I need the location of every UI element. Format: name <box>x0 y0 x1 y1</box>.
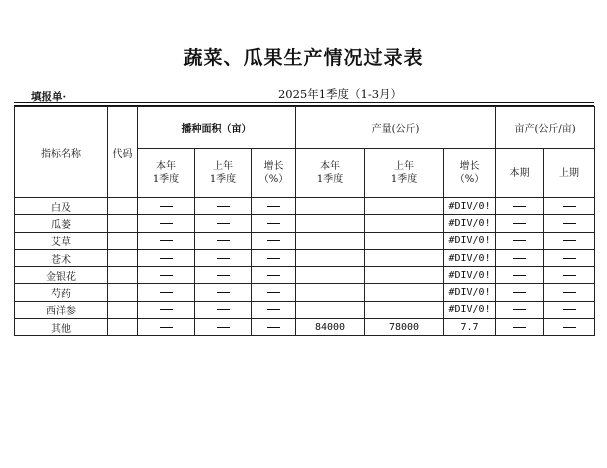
dash-mark <box>563 275 576 276</box>
cell-area-current <box>138 232 195 249</box>
col-yield-current: 本期 <box>496 149 544 198</box>
table-row <box>15 232 595 249</box>
cell-output-growth: #DIV/0! <box>444 249 496 266</box>
cell-yield-current <box>496 215 544 232</box>
cell-output-current <box>296 232 365 249</box>
cell-output-growth: #DIV/0! <box>444 232 496 249</box>
cell-code <box>108 301 138 318</box>
cell-area-growth <box>252 232 296 249</box>
table-row <box>15 249 595 266</box>
dash-mark <box>267 223 280 224</box>
cell-output-growth: #DIV/0! <box>444 267 496 284</box>
cell-area-last <box>195 232 252 249</box>
cell-output-last <box>365 301 444 318</box>
dash-mark <box>267 206 280 207</box>
dash-mark <box>217 240 230 241</box>
col-output-last: 上年 1季度 <box>365 149 444 198</box>
cell-yield-last <box>544 284 595 301</box>
group-yield: 亩产(公斤/亩) <box>496 107 595 149</box>
table-row <box>15 267 595 284</box>
cell-output-growth: 7.7 <box>444 319 496 336</box>
table-row <box>15 301 595 318</box>
cell-area-last <box>195 319 252 336</box>
cell-area-growth <box>252 215 296 232</box>
dash-mark <box>217 292 230 293</box>
cell-area-current <box>138 284 195 301</box>
cell-name: 苍术 <box>15 249 108 266</box>
cell-output-growth: #DIV/0! <box>444 301 496 318</box>
dash-mark <box>160 327 173 328</box>
report-title: 蔬菜、瓜果生产情况过录表 <box>183 47 424 69</box>
cell-area-last <box>195 301 252 318</box>
dash-mark <box>160 223 173 224</box>
dash-mark <box>160 206 173 207</box>
cell-output-last <box>365 215 444 232</box>
cell-yield-current <box>496 301 544 318</box>
dash-mark <box>513 327 526 328</box>
cell-code <box>108 232 138 249</box>
cell-yield-current <box>496 198 544 215</box>
dash-mark <box>267 292 280 293</box>
cell-output-growth: #DIV/0! <box>444 284 496 301</box>
cell-area-current <box>138 301 195 318</box>
dash-mark <box>160 258 173 259</box>
cell-area-last <box>195 249 252 266</box>
dash-mark <box>217 309 230 310</box>
col-area-current: 本年 1季度 <box>138 149 195 198</box>
dash-mark <box>217 206 230 207</box>
cell-code <box>108 319 138 336</box>
cell-name: 白及 <box>15 198 108 215</box>
cell-output-current <box>296 267 365 284</box>
dash-mark <box>267 309 280 310</box>
cell-area-growth <box>252 284 296 301</box>
cell-name: 金银花 <box>15 267 108 284</box>
cell-area-last <box>195 215 252 232</box>
cell-yield-current <box>496 249 544 266</box>
cell-output-current: 84000 <box>296 319 365 336</box>
cell-name: 芍药 <box>15 284 108 301</box>
dash-mark <box>217 275 230 276</box>
cell-area-current <box>138 319 195 336</box>
cell-yield-last <box>544 198 595 215</box>
cell-area-growth <box>252 249 296 266</box>
dash-mark <box>563 292 576 293</box>
report-table <box>14 106 595 336</box>
group-sown-area: 播种面积（亩） <box>138 107 296 149</box>
dash-mark <box>563 309 576 310</box>
cell-output-last <box>365 232 444 249</box>
dash-mark <box>267 258 280 259</box>
cell-area-growth <box>252 198 296 215</box>
dash-mark <box>217 258 230 259</box>
cell-code <box>108 267 138 284</box>
cell-output-current <box>296 301 365 318</box>
cell-name: 瓜蒌 <box>15 215 108 232</box>
cell-output-current <box>296 198 365 215</box>
report-period: 2025年1季度（1-3月） <box>277 87 403 101</box>
cell-yield-last <box>544 232 595 249</box>
col-output-current: 本年 1季度 <box>296 149 365 198</box>
dash-mark <box>513 275 526 276</box>
cell-code <box>108 249 138 266</box>
dash-mark <box>513 240 526 241</box>
cell-area-current <box>138 249 195 266</box>
dash-mark <box>267 275 280 276</box>
cell-area-growth <box>252 301 296 318</box>
dash-mark <box>160 275 173 276</box>
dash-mark <box>563 206 576 207</box>
dash-mark <box>160 309 173 310</box>
dash-mark <box>513 309 526 310</box>
cell-output-last <box>365 249 444 266</box>
dash-mark <box>563 258 576 259</box>
cell-yield-current <box>496 232 544 249</box>
dash-mark <box>563 327 576 328</box>
filler-label: 填报单· <box>31 91 67 103</box>
dash-mark <box>513 223 526 224</box>
col-indicator-name: 指标名称 <box>15 107 108 198</box>
cell-code <box>108 215 138 232</box>
cell-yield-current <box>496 284 544 301</box>
cell-yield-current <box>496 319 544 336</box>
dash-mark <box>217 223 230 224</box>
col-area-growth: 增长 （%） <box>252 149 296 198</box>
cell-yield-last <box>544 267 595 284</box>
cell-yield-last <box>544 249 595 266</box>
table-row <box>15 319 595 336</box>
cell-area-current <box>138 198 195 215</box>
cell-yield-current <box>496 267 544 284</box>
dash-mark <box>563 240 576 241</box>
cell-name: 其他 <box>15 319 108 336</box>
dash-mark <box>513 292 526 293</box>
col-output-growth: 增长 （%） <box>444 149 496 198</box>
cell-code <box>108 284 138 301</box>
cell-output-growth: #DIV/0! <box>444 215 496 232</box>
cell-output-last <box>365 198 444 215</box>
cell-output-last <box>365 284 444 301</box>
cell-yield-last <box>544 301 595 318</box>
col-area-last: 上年 1季度 <box>195 149 252 198</box>
cell-output-current <box>296 284 365 301</box>
cell-output-growth: #DIV/0! <box>444 198 496 215</box>
cell-area-growth <box>252 267 296 284</box>
dash-mark <box>513 258 526 259</box>
table-row <box>15 198 595 215</box>
cell-area-growth <box>252 319 296 336</box>
group-output: 产量(公斤) <box>296 107 496 149</box>
cell-name: 艾草 <box>15 232 108 249</box>
cell-area-last <box>195 198 252 215</box>
dash-mark <box>160 240 173 241</box>
cell-yield-last <box>544 319 595 336</box>
dash-mark <box>217 327 230 328</box>
dash-mark <box>160 292 173 293</box>
cell-code <box>108 198 138 215</box>
cell-area-last <box>195 267 252 284</box>
col-yield-last: 上期 <box>544 149 595 198</box>
header-rule <box>14 102 594 103</box>
dash-mark <box>513 206 526 207</box>
dash-mark <box>267 327 280 328</box>
cell-area-current <box>138 267 195 284</box>
cell-output-last: 78000 <box>365 319 444 336</box>
cell-output-current <box>296 249 365 266</box>
dash-mark <box>563 223 576 224</box>
cell-area-last <box>195 284 252 301</box>
table-body <box>15 198 595 336</box>
col-code: 代码 <box>108 107 138 198</box>
dash-mark <box>267 240 280 241</box>
cell-output-current <box>296 215 365 232</box>
cell-output-last <box>365 267 444 284</box>
cell-name: 西洋参 <box>15 301 108 318</box>
cell-area-current <box>138 215 195 232</box>
table-row <box>15 284 595 301</box>
cell-yield-last <box>544 215 595 232</box>
table-row <box>15 215 595 232</box>
